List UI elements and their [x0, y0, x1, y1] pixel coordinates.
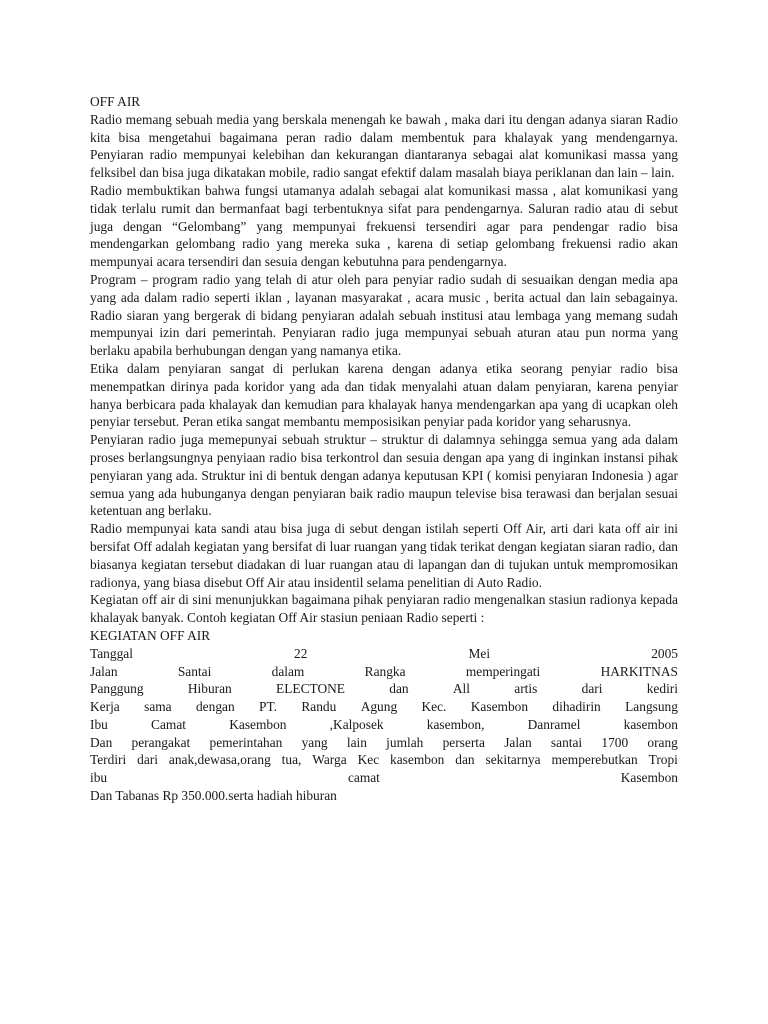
event-details	[90, 645, 678, 787]
event-word: Camat	[151, 716, 187, 732]
event-word: dengan	[195, 699, 235, 715]
event-word: memperebutkan	[551, 752, 638, 768]
event-line	[90, 769, 678, 787]
paragraph: Etika dalam penyiaran sangat di perlukan karena dengan adanya etika seorang penyiar radio bisa menempatkan dirinya pada koridor yang ada dan tidak menyalahi atuan dalam penyiaran, karena penyiar hanya berbicara pada khalayak dan kemudian para khalayak hanya mendengarkan apa yang di ucapkan oleh penyiar tersebut. Peran etika sangat membantu memposisikan penyiar pada koridor yang seharusnya.	[90, 360, 678, 430]
event-word: sama	[144, 699, 172, 715]
event-word: Randu	[301, 699, 337, 715]
event-word: dalam	[271, 663, 305, 679]
event-word: Agung	[360, 699, 398, 715]
event-word: artis	[514, 681, 538, 697]
paragraph: Program – program radio yang telah di atur oleh para penyiar radio sudah di sesuaikan dengan media apa yang ada dalam radio seperti iklan , layanan masyarakat , acara music , berita actual dan lain sebagainya. Radio siaran yang bergerak di bidang penyiaran adalah sebuah institusi atau lembaga yang memang sudah mempunyai izin dari pemerintah. Penyiaran radio juga mempunyai sebuah aturan atau pun norma yang berlaku apabila berhubungan dengan yang namanya etika.	[90, 271, 678, 359]
event-word: sekitarnya	[485, 752, 541, 768]
event-word: Rangka	[364, 663, 406, 679]
event-word: lain	[346, 734, 367, 750]
event-word: Warga	[312, 752, 347, 768]
event-word: dihadirin	[552, 699, 601, 715]
event-word: memperingati	[465, 663, 541, 679]
event-word: ELECTONE	[276, 681, 345, 697]
event-word: kasembon,	[426, 716, 485, 732]
event-word: PT.	[259, 699, 277, 715]
paragraph: Penyiaran radio juga memepunyai sebuah struktur – struktur di dalamnya sehingga semua yang ada dalam proses berlangsungnya penyiaan radio bisa terkontrol dan sesuia dengan apa yang di inginkan instansi pihak penyiaran yang ada. Struktur ini di bentuk dengan adanya keputusan KPI ( komisi penyiaran Indonesia ) agar semua yang ada hubunganya dengan penyiaran baik radio maupun televise bisa terawasi dan berjalan sesuai ketentuan ang berlaku.	[90, 432, 678, 519]
event-word: 2005	[651, 645, 678, 661]
paragraph: Radio mempunyai kata sandi atau bisa juga di sebut dengan istilah seperti Off Air, arti dari kata off air ini bersifat Off adalah kegiatan yang bersifat di luar ruangan yang tidak terikat dengan kegiatan siaran radio, dan biasanya kegiatan tersebut diadakan di luar ruangan atau di lapangan dan di tujukan untuk mempromosikan radionya, yang biasa disebut Off Air atau insidentil selama penelitian di Auto Radio.	[90, 521, 678, 590]
event-word: kasembon	[623, 716, 678, 732]
document-page	[90, 93, 678, 805]
event-word: camat	[347, 770, 380, 786]
event-word: Kec.	[421, 699, 447, 715]
event-word: Jalan	[90, 663, 118, 679]
event-line	[90, 734, 678, 752]
body-paragraphs	[90, 111, 678, 627]
event-word: dari	[581, 681, 603, 697]
paragraph: Radio membuktikan bahwa fungsi utamanya adalah sebagai alat komunikasi massa , alat komunikasi yang tidak terlalu rumit dan bermanfaat bagi terbentuknya sifat para pendengarnya. Saluran radio atau di sebut juga dengan “Gelombang” yang mempunyai frekuensi tersendiri agar para pendengar radio bisa mendengarkan gelombang radio yang mereka suka , karena di setiap gelombang frekuensi radio akan mempunyai acara tersendiri dan sesuia dengan kebutuhna para pendengarnya.	[90, 182, 678, 270]
event-word: Kasembon	[620, 770, 678, 786]
event-line	[90, 663, 678, 681]
event-line	[90, 645, 678, 663]
event-word: kasembon	[390, 752, 445, 768]
event-word: Mei	[468, 645, 491, 661]
paragraph: Radio memang sebuah media yang berskala menengah ke bawah , maka dari itu dengan adanya siaran Radio kita bisa mengetahui bagaimana peran radio dalam membentuk para khalayak yang mendengarnya. Penyiaran radio mempunyai kelebihan dan kekurangan diantaranya sebagai alat komunikasi massa yang felksibel dan bisa juga dikatakan mobile, radio sangat efektif dalam masalah biaya periklanan dan lain – lain.	[90, 111, 678, 181]
event-word: orang	[647, 734, 678, 750]
event-word: anak,dewasa,orang	[168, 752, 271, 768]
event-word: perserta	[442, 734, 485, 750]
event-word: Ibu	[90, 716, 108, 732]
event-line	[90, 751, 678, 769]
event-word: perangakat	[131, 734, 191, 750]
event-word: ,Kalposek	[329, 716, 384, 732]
event-word: kediri	[646, 681, 678, 697]
event-line	[90, 680, 678, 698]
event-word: santai	[550, 734, 583, 750]
event-last-line: Dan Tabanas Rp 350.000.serta hadiah hiburan	[90, 788, 337, 804]
event-word: Dan	[90, 734, 113, 750]
event-word: Jalan	[504, 734, 532, 750]
event-word: yang	[301, 734, 328, 750]
event-word: jumlah	[386, 734, 424, 750]
event-word: 22	[294, 645, 308, 661]
event-word: Kasembon	[229, 716, 287, 732]
paragraph: Kegiatan off air di sini menunjukkan bagaimana pihak penyiaran radio mengenalkan stasiun radionya kepada khalayak banyak. Contoh kegiatan Off Air stasiun peniaan Radio seperti :	[90, 592, 678, 626]
event-word: Santai	[177, 663, 212, 679]
event-word: 1700	[601, 734, 629, 750]
event-word: Kasembon	[470, 699, 529, 715]
event-word: dan	[455, 752, 475, 768]
event-word: dari	[137, 752, 158, 768]
event-line	[90, 716, 678, 734]
event-word: All	[452, 681, 470, 697]
event-word: dan	[389, 681, 409, 697]
event-word: Hiburan	[187, 681, 232, 697]
document-title: OFF AIR	[90, 94, 141, 109]
event-word: Kec	[357, 752, 380, 768]
event-word: Langsung	[625, 699, 678, 715]
event-word: Tropi	[648, 752, 678, 768]
event-word: Tanggal	[90, 645, 133, 661]
event-word: pemerintahan	[209, 734, 283, 750]
event-word: ibu	[90, 770, 108, 786]
event-word: HARKITNAS	[600, 663, 678, 679]
event-word: tua,	[281, 752, 302, 768]
section-heading: KEGIATAN OFF AIR	[90, 627, 211, 643]
event-word: Panggung	[90, 681, 144, 697]
event-line	[90, 698, 678, 716]
event-word: Kerja	[90, 699, 120, 715]
event-word: Terdiri	[90, 752, 127, 768]
event-word: Danramel	[527, 716, 581, 732]
